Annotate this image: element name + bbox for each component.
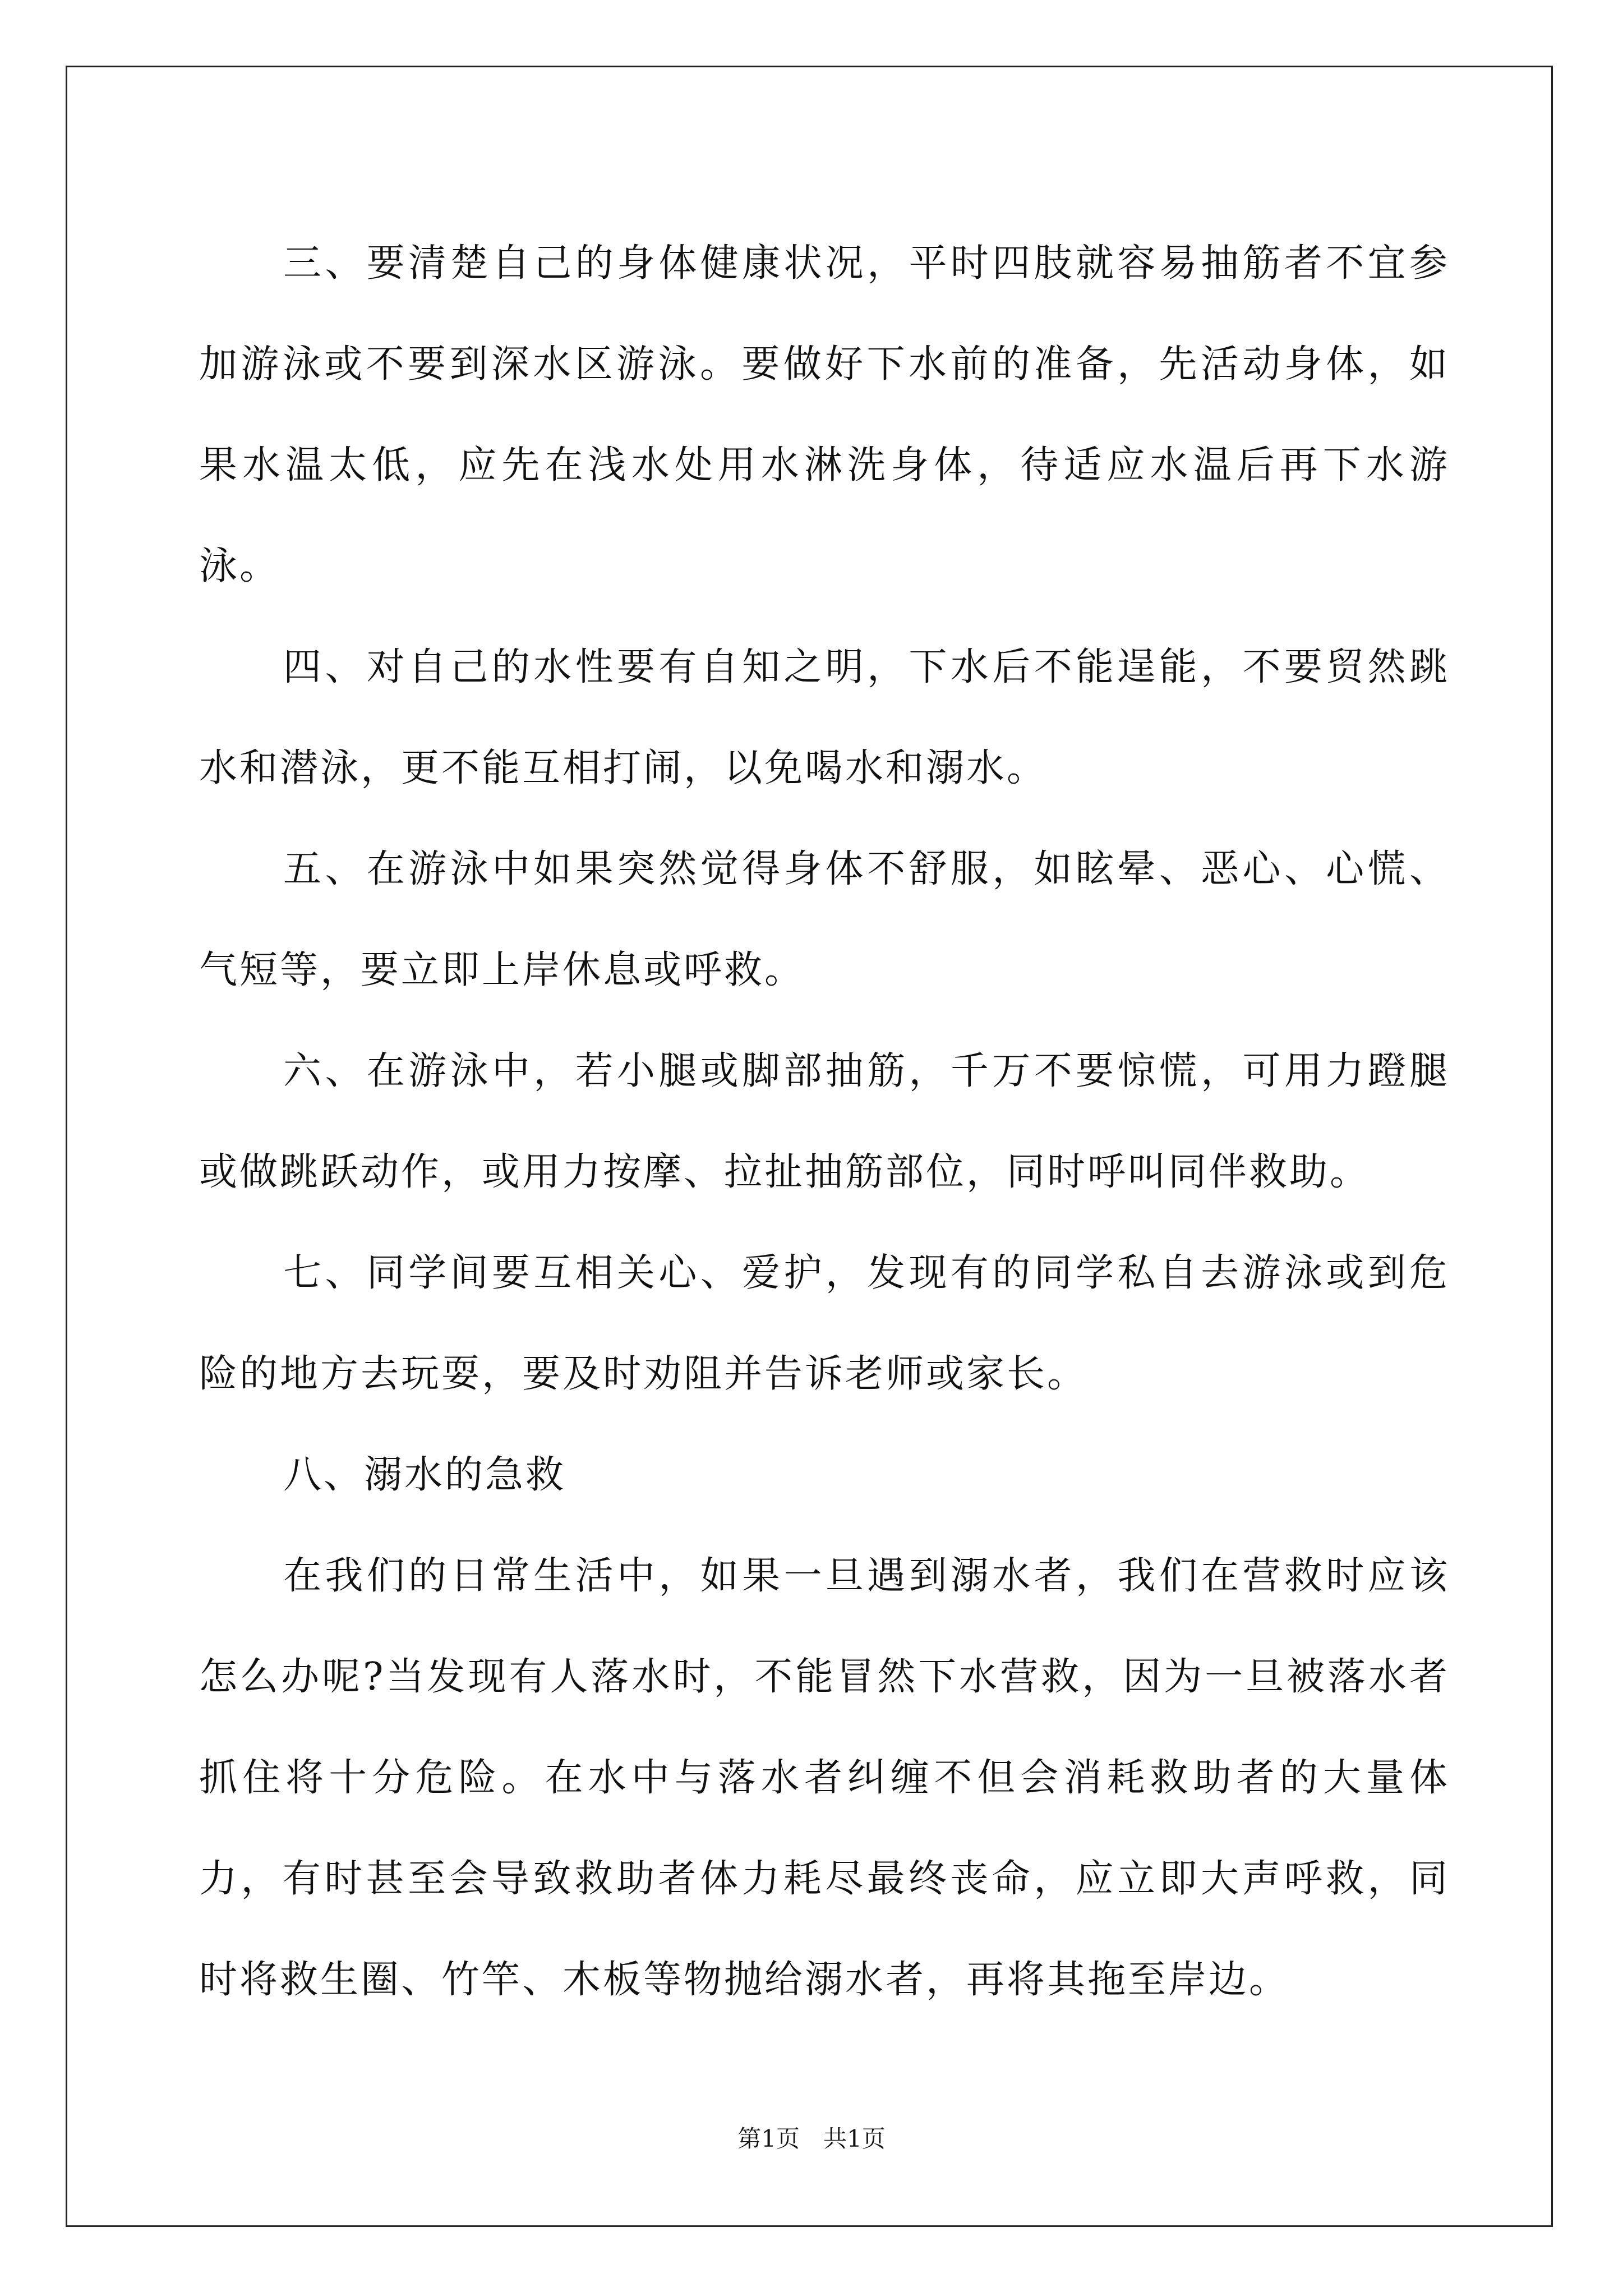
- document-body: [199, 213, 1450, 2031]
- page-footer: [0, 2120, 1623, 2154]
- paragraph-7: 七、同学间要互相关心、爱护，发现有的同学私自去游泳或到危险的地方去玩耍，要及时劝阻并告诉老师或家长。: [199, 1251, 1450, 1396]
- paragraph-5: 五、在游泳中如果突然觉得身体不舒服，如眩晕、恶心、心慌、气短等，要立即上岸休息或呼救。: [199, 847, 1450, 992]
- paragraph-6: 六、在游泳中，若小腿或脚部抽筋，千万不要惊慌，可用力蹬腿或做跳跃动作，或用力按摩、拉扯抽筋部位，同时呼叫同伴救助。: [199, 1049, 1450, 1194]
- page-total: 共1页: [823, 2125, 886, 2152]
- paragraph-rescue-instructions: 在我们的日常生活中，如果一旦遇到溺水者，我们在营救时应该怎么办呢?当发现有人落水时，不能冒然下水营救，因为一旦被落水者抓住将十分危险。在水中与落水者纠缠不但会消耗救助者的大量体力，有时甚至会导致救助者体力耗尽最终丧命，应立即大声呼救，同时将救生圈、竹竿、木板等物抛给溺水者，再将其拖至岸边。: [199, 1554, 1450, 2002]
- page-number: 第1页: [737, 2125, 800, 2152]
- paragraph-3: 三、要清楚自己的身体健康状况，平时四肢就容易抽筋者不宜参加游泳或不要到深水区游泳。要做好下水前的准备，先活动身体，如果水温太低，应先在浅水处用水淋洗身体，待适应水温后再下水游泳。: [199, 241, 1450, 588]
- paragraph-4: 四、对自己的水性要有自知之明，下水后不能逞能，不要贸然跳水和潜泳，更不能互相打闹，以免喝水和溺水。: [199, 645, 1450, 790]
- section-heading-drowning-rescue: 八、溺水的急救: [283, 1453, 566, 1497]
